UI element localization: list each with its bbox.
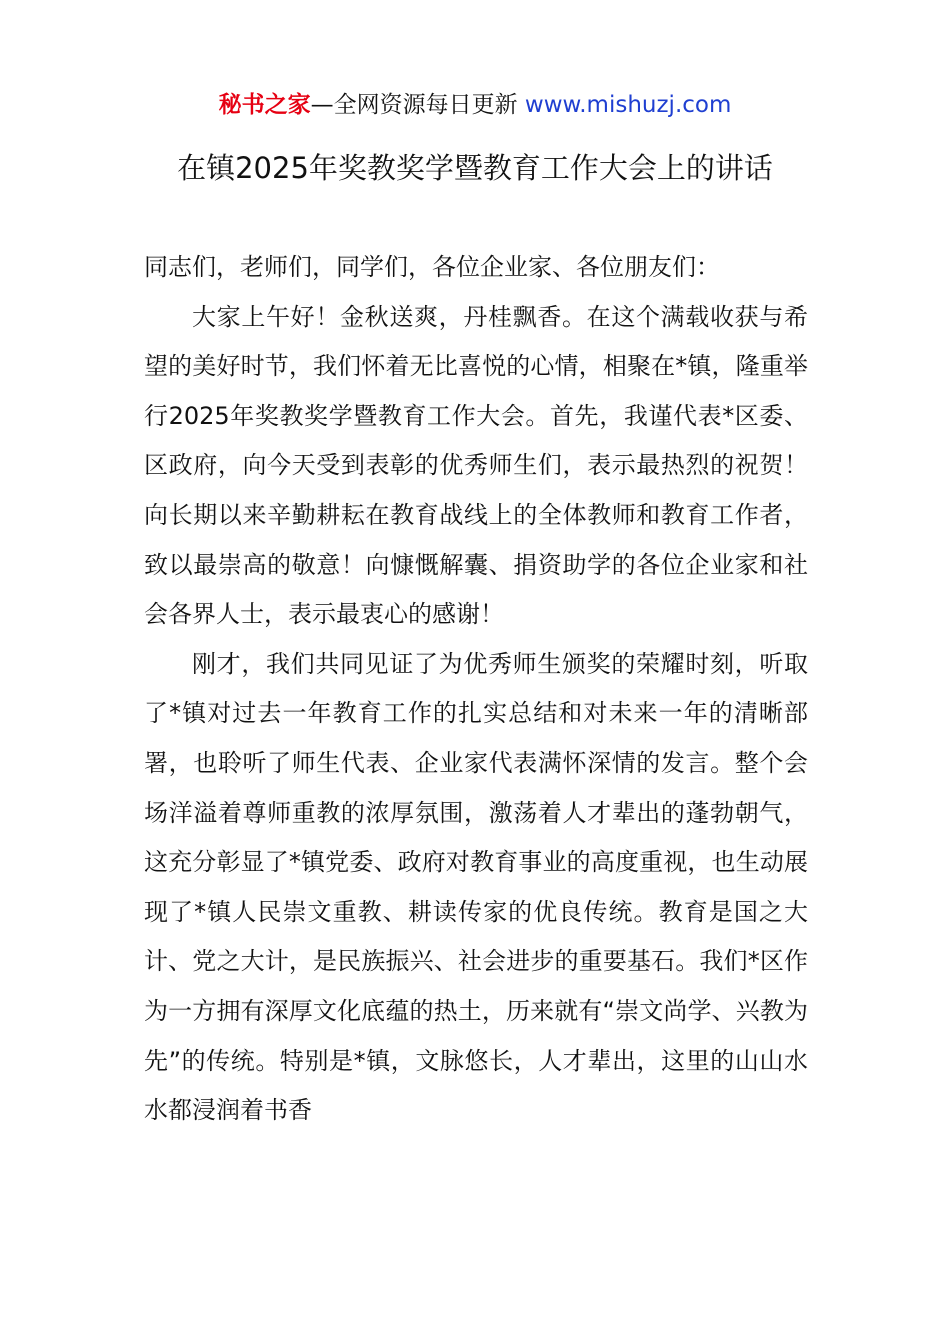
paragraph: 大家上午好！金秋送爽，丹桂飘香。在这个满载收获与希望的美好时节，我们怀着无比喜悦的心情，相聚在*镇，隆重举行2025年奖教奖学暨教育工作大会。首先，我谨代表*区委、区政府，向今天受到表彰的优秀师生们，表示最热烈的祝贺！向长期以来辛勤耕耘在教育战线上的全体教师和教育工作者，致以最崇高的敬意！向慷慨解囊、捐资助学的各位企业家和社会各界人士，表示最衷心的感谢！: [144, 302, 808, 629]
site-tagline: —全网资源每日更新: [310, 92, 518, 118]
site-url-link[interactable]: www.mishuzj.com: [524, 92, 732, 118]
document-body: [144, 243, 808, 1136]
paragraph: 刚才，我们共同见证了为优秀师生颁奖的荣耀时刻，听取了*镇对过去一年教育工作的扎实总结和对未来一年的清晰部署，也聆听了师生代表、企业家代表满怀深情的发言。整个会场洋溢着尊师重教的浓厚氛围，激荡着人才辈出的蓬勃朝气，这充分彰显了*镇党委、政府对教育事业的高度重视，也生动展现了*镇人民崇文重教、耕读传家的优良传统。教育是国之大计、党之大计，是民族振兴、社会进步的重要基石。我们*区作为一方拥有深厚文化底蕴的热土，历来就有“崇文尚学、兴教为先”的传统。特别是*镇，文脉悠长，人才辈出，这里的山山水水都浸润着书香: [144, 649, 808, 1125]
site-brand: 秘书之家: [218, 92, 311, 118]
document-title: 在镇2025年奖教奖学暨教育工作大会上的讲话: [177, 151, 773, 185]
site-header: [0, 88, 950, 122]
salutation: 同志们，老师们，同学们，各位企业家、各位朋友们：: [144, 253, 720, 281]
